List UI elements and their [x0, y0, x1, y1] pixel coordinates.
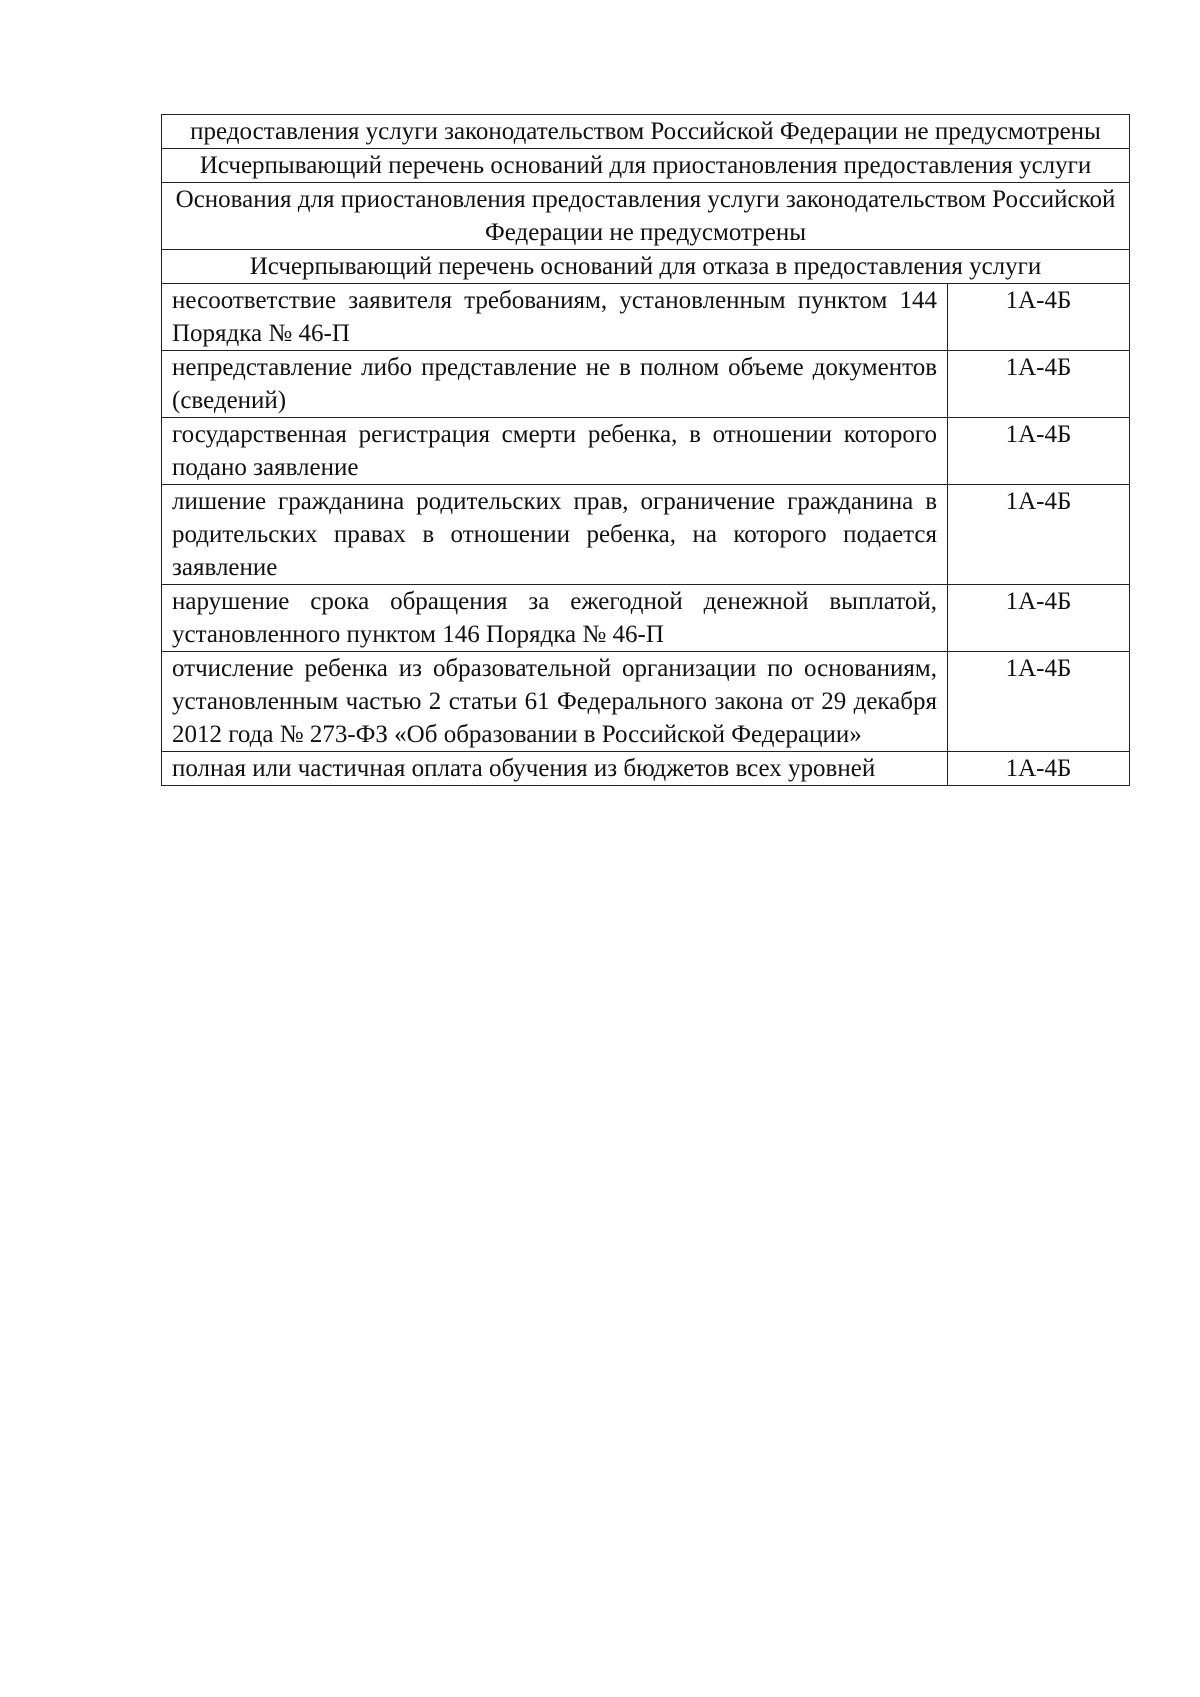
table-row — [162, 485, 1130, 585]
header-cell-continuation: предоставления услуги законодательством Российской Федерации не предусмотрены — [162, 115, 1130, 149]
reason-cell: нарушение срока обращения за ежегодной денежной выплатой, установленного пунктом 146 Порядка № 46-П — [162, 585, 948, 652]
header-cell-suspension-none: Основания для приостановления предоставления услуги законодательством Российской Федерации не предусмотрены — [162, 183, 1130, 250]
service-grounds-table — [161, 114, 1130, 786]
table-row — [162, 652, 1130, 752]
code-cell: 1А-4Б — [948, 652, 1130, 752]
code-cell: 1А-4Б — [948, 585, 1130, 652]
table-row — [162, 149, 1130, 183]
table-row — [162, 418, 1130, 485]
code-cell: 1А-4Б — [948, 418, 1130, 485]
header-cell-suspension-list: Исчерпывающий перечень оснований для приостановления предоставления услуги — [162, 149, 1130, 183]
table-row — [162, 585, 1130, 652]
reason-cell: полная или частичная оплата обучения из бюджетов всех уровней — [162, 752, 948, 786]
reason-cell: непредставление либо представление не в полном объеме документов (сведений) — [162, 351, 948, 418]
table-row — [162, 115, 1130, 149]
table-row — [162, 284, 1130, 351]
table-row — [162, 752, 1130, 786]
code-cell: 1А-4Б — [948, 485, 1130, 585]
table-row — [162, 250, 1130, 284]
code-cell: 1А-4Б — [948, 284, 1130, 351]
reason-cell: государственная регистрация смерти ребенка, в отношении которого подано заявление — [162, 418, 948, 485]
table-row — [162, 183, 1130, 250]
reason-cell: лишение гражданина родительских прав, ограничение гражданина в родительских правах в отношении ребенка, на которого подается заявление — [162, 485, 948, 585]
header-cell-refusal-list: Исчерпывающий перечень оснований для отказа в предоставления услуги — [162, 250, 1130, 284]
table-row — [162, 351, 1130, 418]
code-cell: 1А-4Б — [948, 351, 1130, 418]
reason-cell: несоответствие заявителя требованиям, установленным пунктом 144 Порядка № 46-П — [162, 284, 948, 351]
reason-cell: отчисление ребенка из образовательной организации по основаниям, установленным частью 2 статьи 61 Федерального закона от 29 декабря 2012 года № 273-ФЗ «Об образовании в Российской Федерации» — [162, 652, 948, 752]
code-cell: 1А-4Б — [948, 752, 1130, 786]
